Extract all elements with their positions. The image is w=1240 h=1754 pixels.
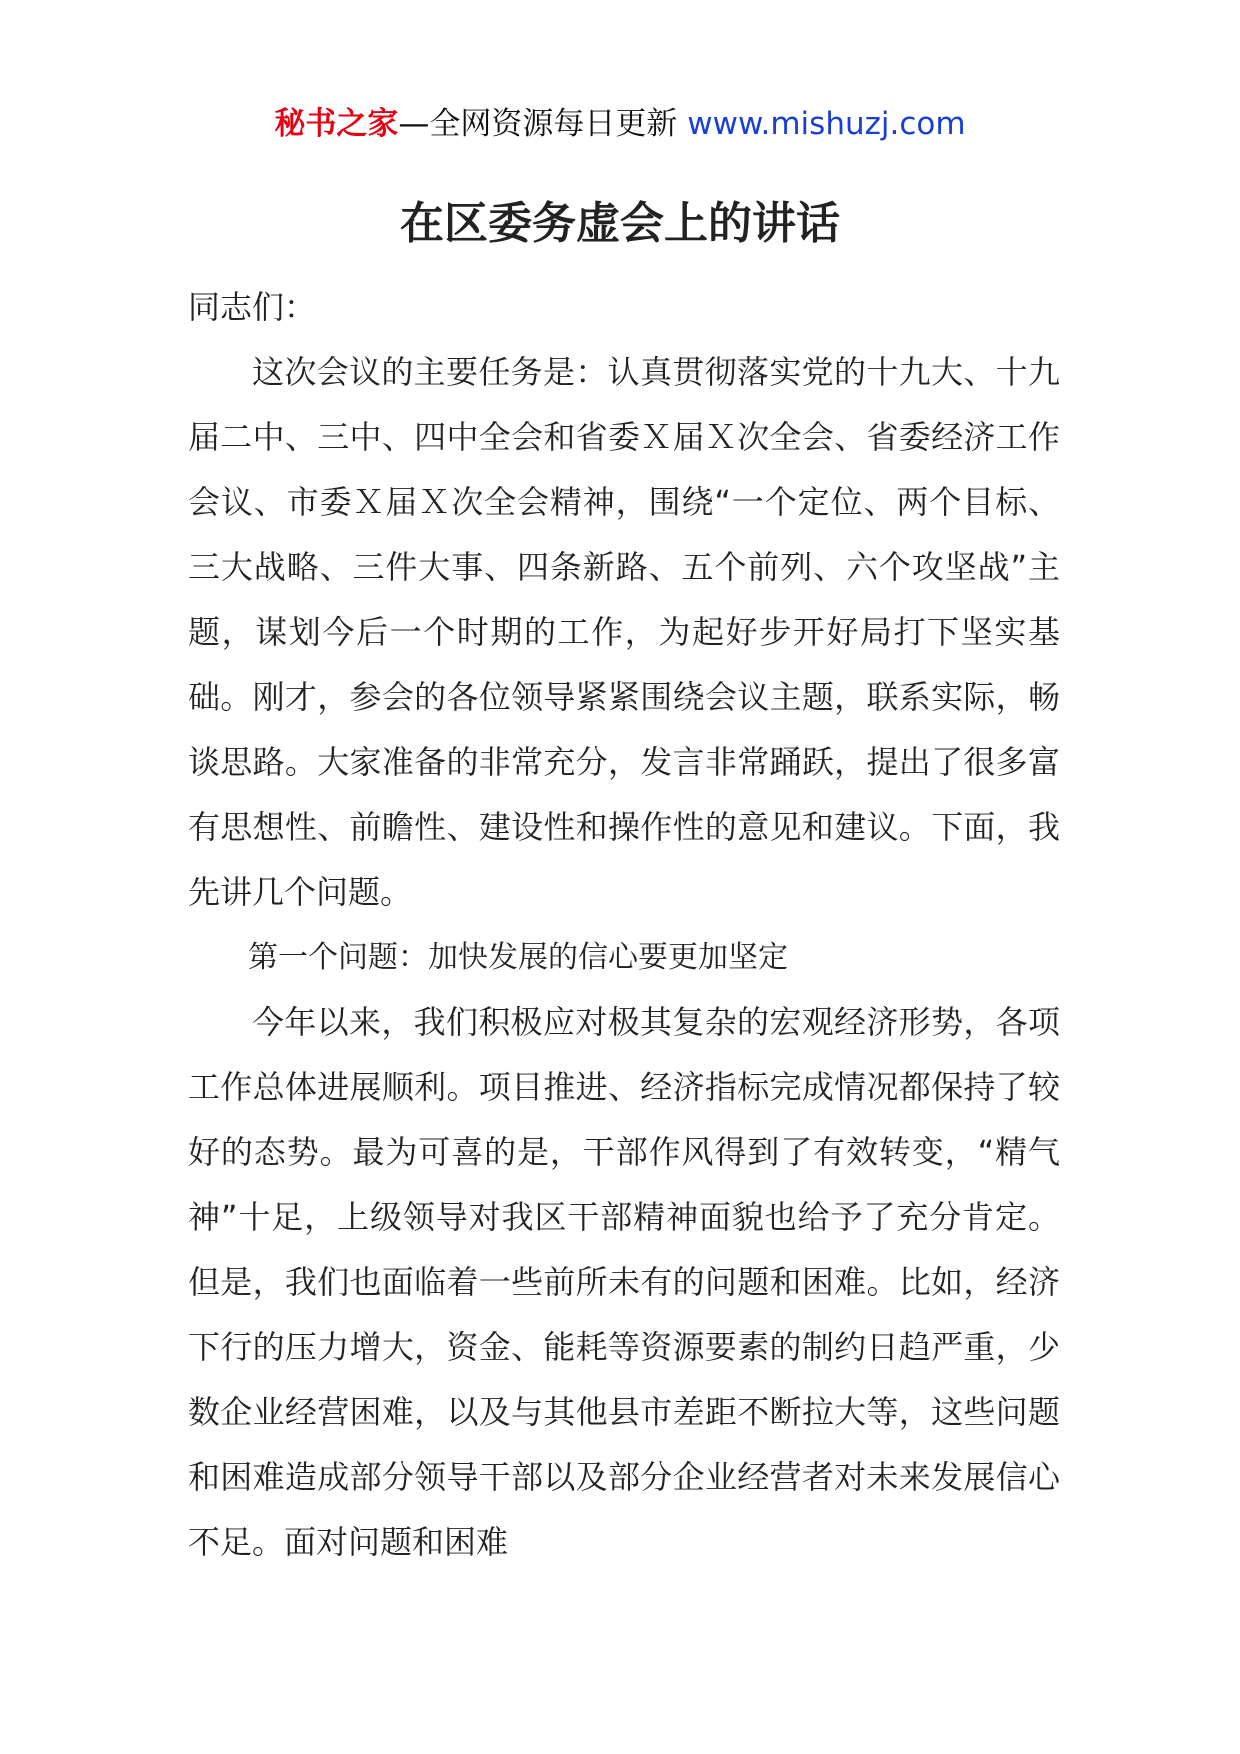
page-header	[0, 98, 1240, 150]
brand-name: 秘书之家	[274, 106, 399, 142]
document-body	[188, 275, 1060, 1575]
paragraph-intro: 这次会议的主要任务是：认真贯彻落实党的十九大、十九届二中、三中、四中全会和省委Ｘ届Ｘ次全会、省委经济工作会议、市委Ｘ届Ｘ次全会精神，围绕“一个定位、两个目标、三大战略、三件大事、四条新路、五个前列、六个攻坚战”主题，谋划今后一个时期的工作，为起好步开好局打下坚实基础。刚才，参会的各位领导紧紧围绕会议主题，联系实际，畅谈思路。大家准备的非常充分，发言非常踊跃，提出了很多富有思想性、前瞻性、建设性和操作性的意见和建议。下面，我先讲几个问题。	[188, 353, 1060, 911]
section-heading-1: 第一个问题：加快发展的信心要更加坚定	[248, 940, 788, 975]
salutation: 同志们：	[188, 288, 317, 326]
site-url-link[interactable]: www.mishuzj.com	[687, 106, 966, 142]
document-title: 在区委务虚会上的讲话	[400, 198, 840, 249]
paragraph-section-1: 今年以来，我们积极应对极其复杂的宏观经济形势，各项工作总体进展顺利。项目推进、经济指标完成情况都保持了较好的态势。最为可喜的是，干部作风得到了有效转变，“精气神”十足，上级领导对我区干部精神面貌也给予了充分肯定。但是，我们也面临着一些前所未有的问题和困难。比如，经济下行的压力增大，资金、能耗等资源要素的制约日趋严重，少数企业经营困难，以及与其他县市差距不断拉大等，这些问题和困难造成部分领导干部以及部分企业经营者对未来发展信心不足。面对问题和困难	[188, 1003, 1060, 1561]
header-slogan: —全网资源每日更新	[398, 106, 678, 142]
